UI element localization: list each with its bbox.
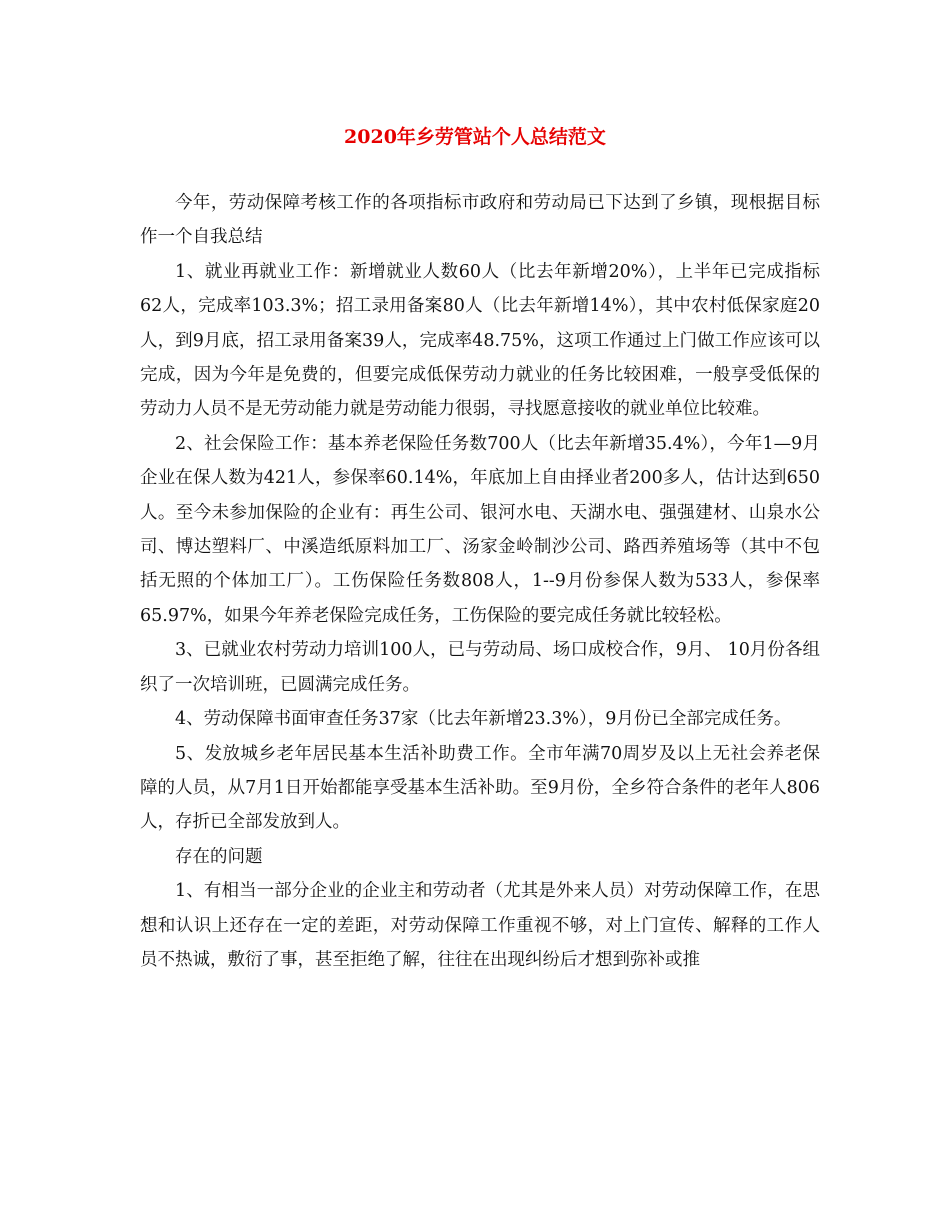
paragraph-review: 4、劳动保障书面审查任务37家（比去年新增23.3%），9月份已全部完成任务。 — [175, 709, 792, 730]
paragraph-social-insurance: 2、社会保险工作：基本养老保险任务数700人（比去年新增35.4%），今年1—9月企业在保人数为421人，参保率60.14%，年底加上自由择业者200多人，估计达到650人。至今未参加保险的企业有：再生公司、银河水电、天湖水电、强强建材、山泉水公司、博达塑料厂、中溪造纸原料加工厂、汤家金岭制沙公司、路西养殖场等（其中不包括无照的个体加工厂）。工伤保险任务数808人，1--9月份参保人数为533人，参保率65.97%，如果今年养老保险完成任务，工伤保险的要完成任务就比较轻松。 — [140, 433, 820, 626]
paragraph-problem-1: 1、有相当一部分企业的企业主和劳动者（尤其是外来人员）对劳动保障工作，在思想和认识上还存在一定的差距，对劳动保障工作重视不够，对上门宣传、解释的工作人员不热诚，敷衍了事，甚至拒绝了解，往往在出现纠纷后才想到弥补或推 — [140, 881, 820, 970]
paragraph-employment: 1、就业再就业工作：新增就业人数60人（比去年新增20%），上半年已完成指标62人，完成率103.3%；招工录用备案80人（比去年新增14%），其中农村低保家庭20人，到9月底，招工录用备案39人，完成率48.75%，这项工作通过上门做工作应该可以完成，因为今年是免费的，但要完成低保劳动力就业的任务比较困难，一般享受低保的劳动力人员不是无劳动能力就是劳动能力很弱，寻找愿意接收的就业单位比较难。 — [140, 261, 820, 420]
document-title: 2020年乡劳管站个人总结范文 — [344, 126, 606, 148]
paragraph-subsidy: 5、发放城乡老年居民基本生活补助费工作。全市年满70周岁及以上无社会养老保障的人员，从7月1日开始都能享受基本生活补助。至9月份，全乡符合条件的老年人806人，存折已全部发放到人。 — [140, 743, 820, 833]
document-body — [140, 186, 820, 977]
paragraph-intro: 今年，劳动保障考核工作的各项指标市政府和劳动局已下达到了乡镇，现根据目标作一个自我总结 — [140, 193, 820, 248]
paragraph-training: 3、已就业农村劳动力培训100人，已与劳动局、场口成校合作，9月、 10月份各组织了一次培训班，已圆满完成任务。 — [140, 640, 820, 695]
section-heading-problems: 存在的问题 — [175, 846, 263, 867]
